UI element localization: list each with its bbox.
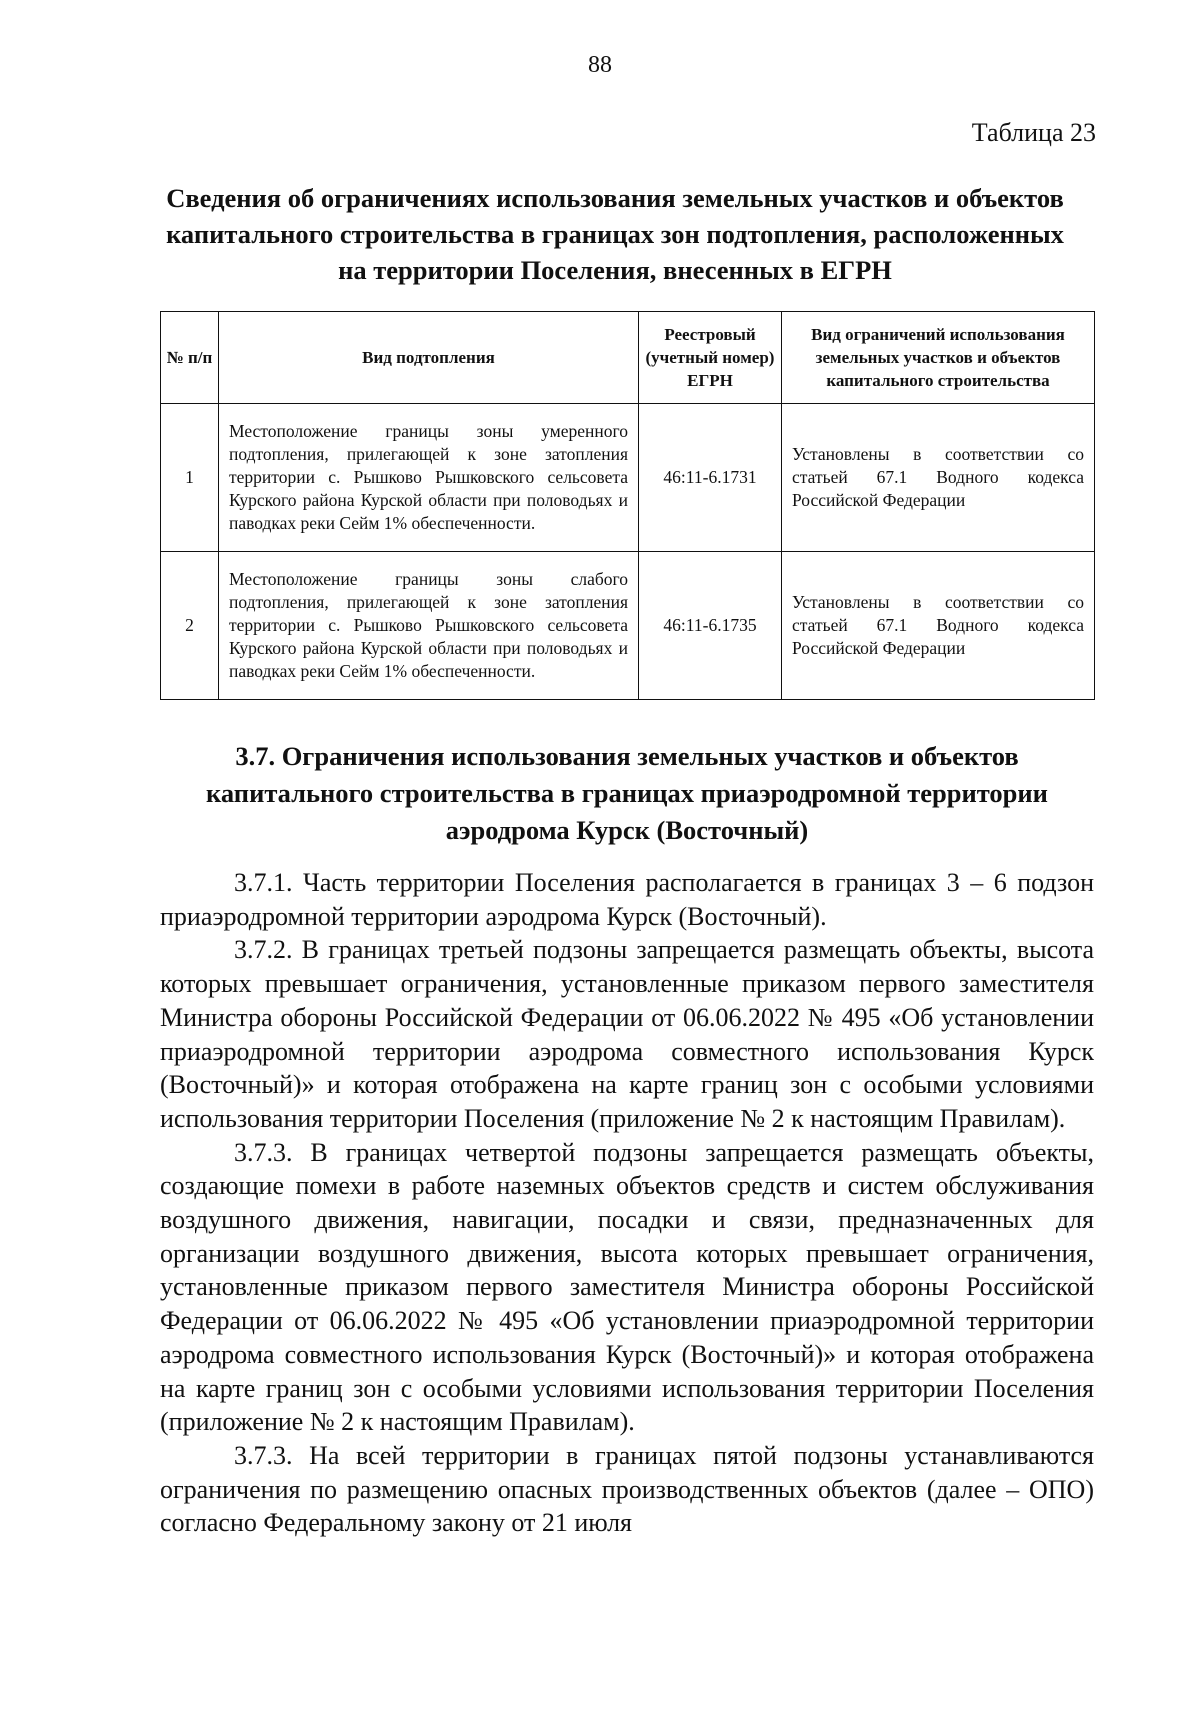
page-number: 88 — [588, 52, 612, 78]
section-heading: 3.7. Ограничения использования земельных участков и объектов капитального строительства в границах приаэродромной территории аэродрома Курск (Восточный) — [206, 741, 1048, 845]
paragraph: 3.7.1. Часть территории Поселения располагается в границах 3 – 6 подзон приаэродромной территории аэродрома Курск (Восточный). — [160, 868, 1094, 931]
header-type: Вид подтопления — [219, 312, 639, 404]
row-num: 2 — [161, 552, 219, 700]
row-reg: 46:11-6.1731 — [639, 404, 782, 552]
document-title: Сведения об ограничениях использования земельных участков и объектов капитального строительства в границах зон подтопления, расположенных на территории Поселения, внесенных в ЕГРН — [166, 183, 1064, 285]
header-reg: Реестровый (учетный номер) ЕГРН — [639, 312, 782, 404]
header-desc: Вид ограничений использования земельных участков и объектов капитального строительства — [782, 312, 1095, 404]
row-desc: Установлены в соответствии со статьей 67.1 Водного кодекса Российской Федерации — [782, 404, 1095, 552]
restrictions-table — [160, 311, 1095, 700]
row-type: Местоположение границы зоны умеренного подтопления, прилегающей к зоне затопления территории с. Рышково Рышковского сельсовета Курского района Курской области при половодьях и паводках реки Сейм 1% обеспеченности. — [219, 404, 639, 552]
row-type: Местоположение границы зоны слабого подтопления, прилегающей к зоне затопления территории с. Рышково Рышковского сельсовета Курского района Курской области при половодьях и паводках реки Сейм 1% обеспеченности. — [219, 552, 639, 700]
table-row — [161, 552, 1095, 700]
paragraph: 3.7.3. На всей территории в границах пятой подзоны устанавливаются ограничения по размещению опасных производственных объектов (далее – ОПО) согласно Федеральному закону от 21 июля — [160, 1440, 1094, 1538]
table-label: Таблица 23 — [971, 118, 1096, 147]
row-reg: 46:11-6.1735 — [639, 552, 782, 700]
body-text — [160, 866, 1094, 1540]
paragraph: 3.7.3. В границах четвертой подзоны запрещается размещать объекты, создающие помехи в работе наземных объектов средств и систем обслуживания воздушного движения, навигации, посадки и связи, предназначенных для организации воздушного движения, высота которых превышает ограничения, установленные приказом первого заместителя Министра обороны Российской Федерации от 06.06.2022 № 495 «Об установлении приаэродромной территории аэродрома совместного использования Курск (Восточный)» и которая отображена на карте границ зон с особыми условиями использования территории Поселения (приложение № 2 к настоящим Правилам). — [160, 1137, 1094, 1437]
row-desc: Установлены в соответствии со статьей 67.1 Водного кодекса Российской Федерации — [782, 552, 1095, 700]
paragraph: 3.7.2. В границах третьей подзоны запрещается размещать объекты, высота которых превышает ограничения, установленные приказом первого заместителя Министра обороны Российской Федерации от 06.06.2022 № 495 «Об установлении приаэродромной территории аэродрома совместного использования Курск (Восточный)» и которая отображена на карте границ зон с особыми условиями использования территории Поселения (приложение № 2 к настоящим Правилам). — [160, 935, 1094, 1133]
header-num: № п/п — [161, 312, 219, 404]
row-num: 1 — [161, 404, 219, 552]
table-row — [161, 404, 1095, 552]
table-header-row — [161, 312, 1095, 404]
